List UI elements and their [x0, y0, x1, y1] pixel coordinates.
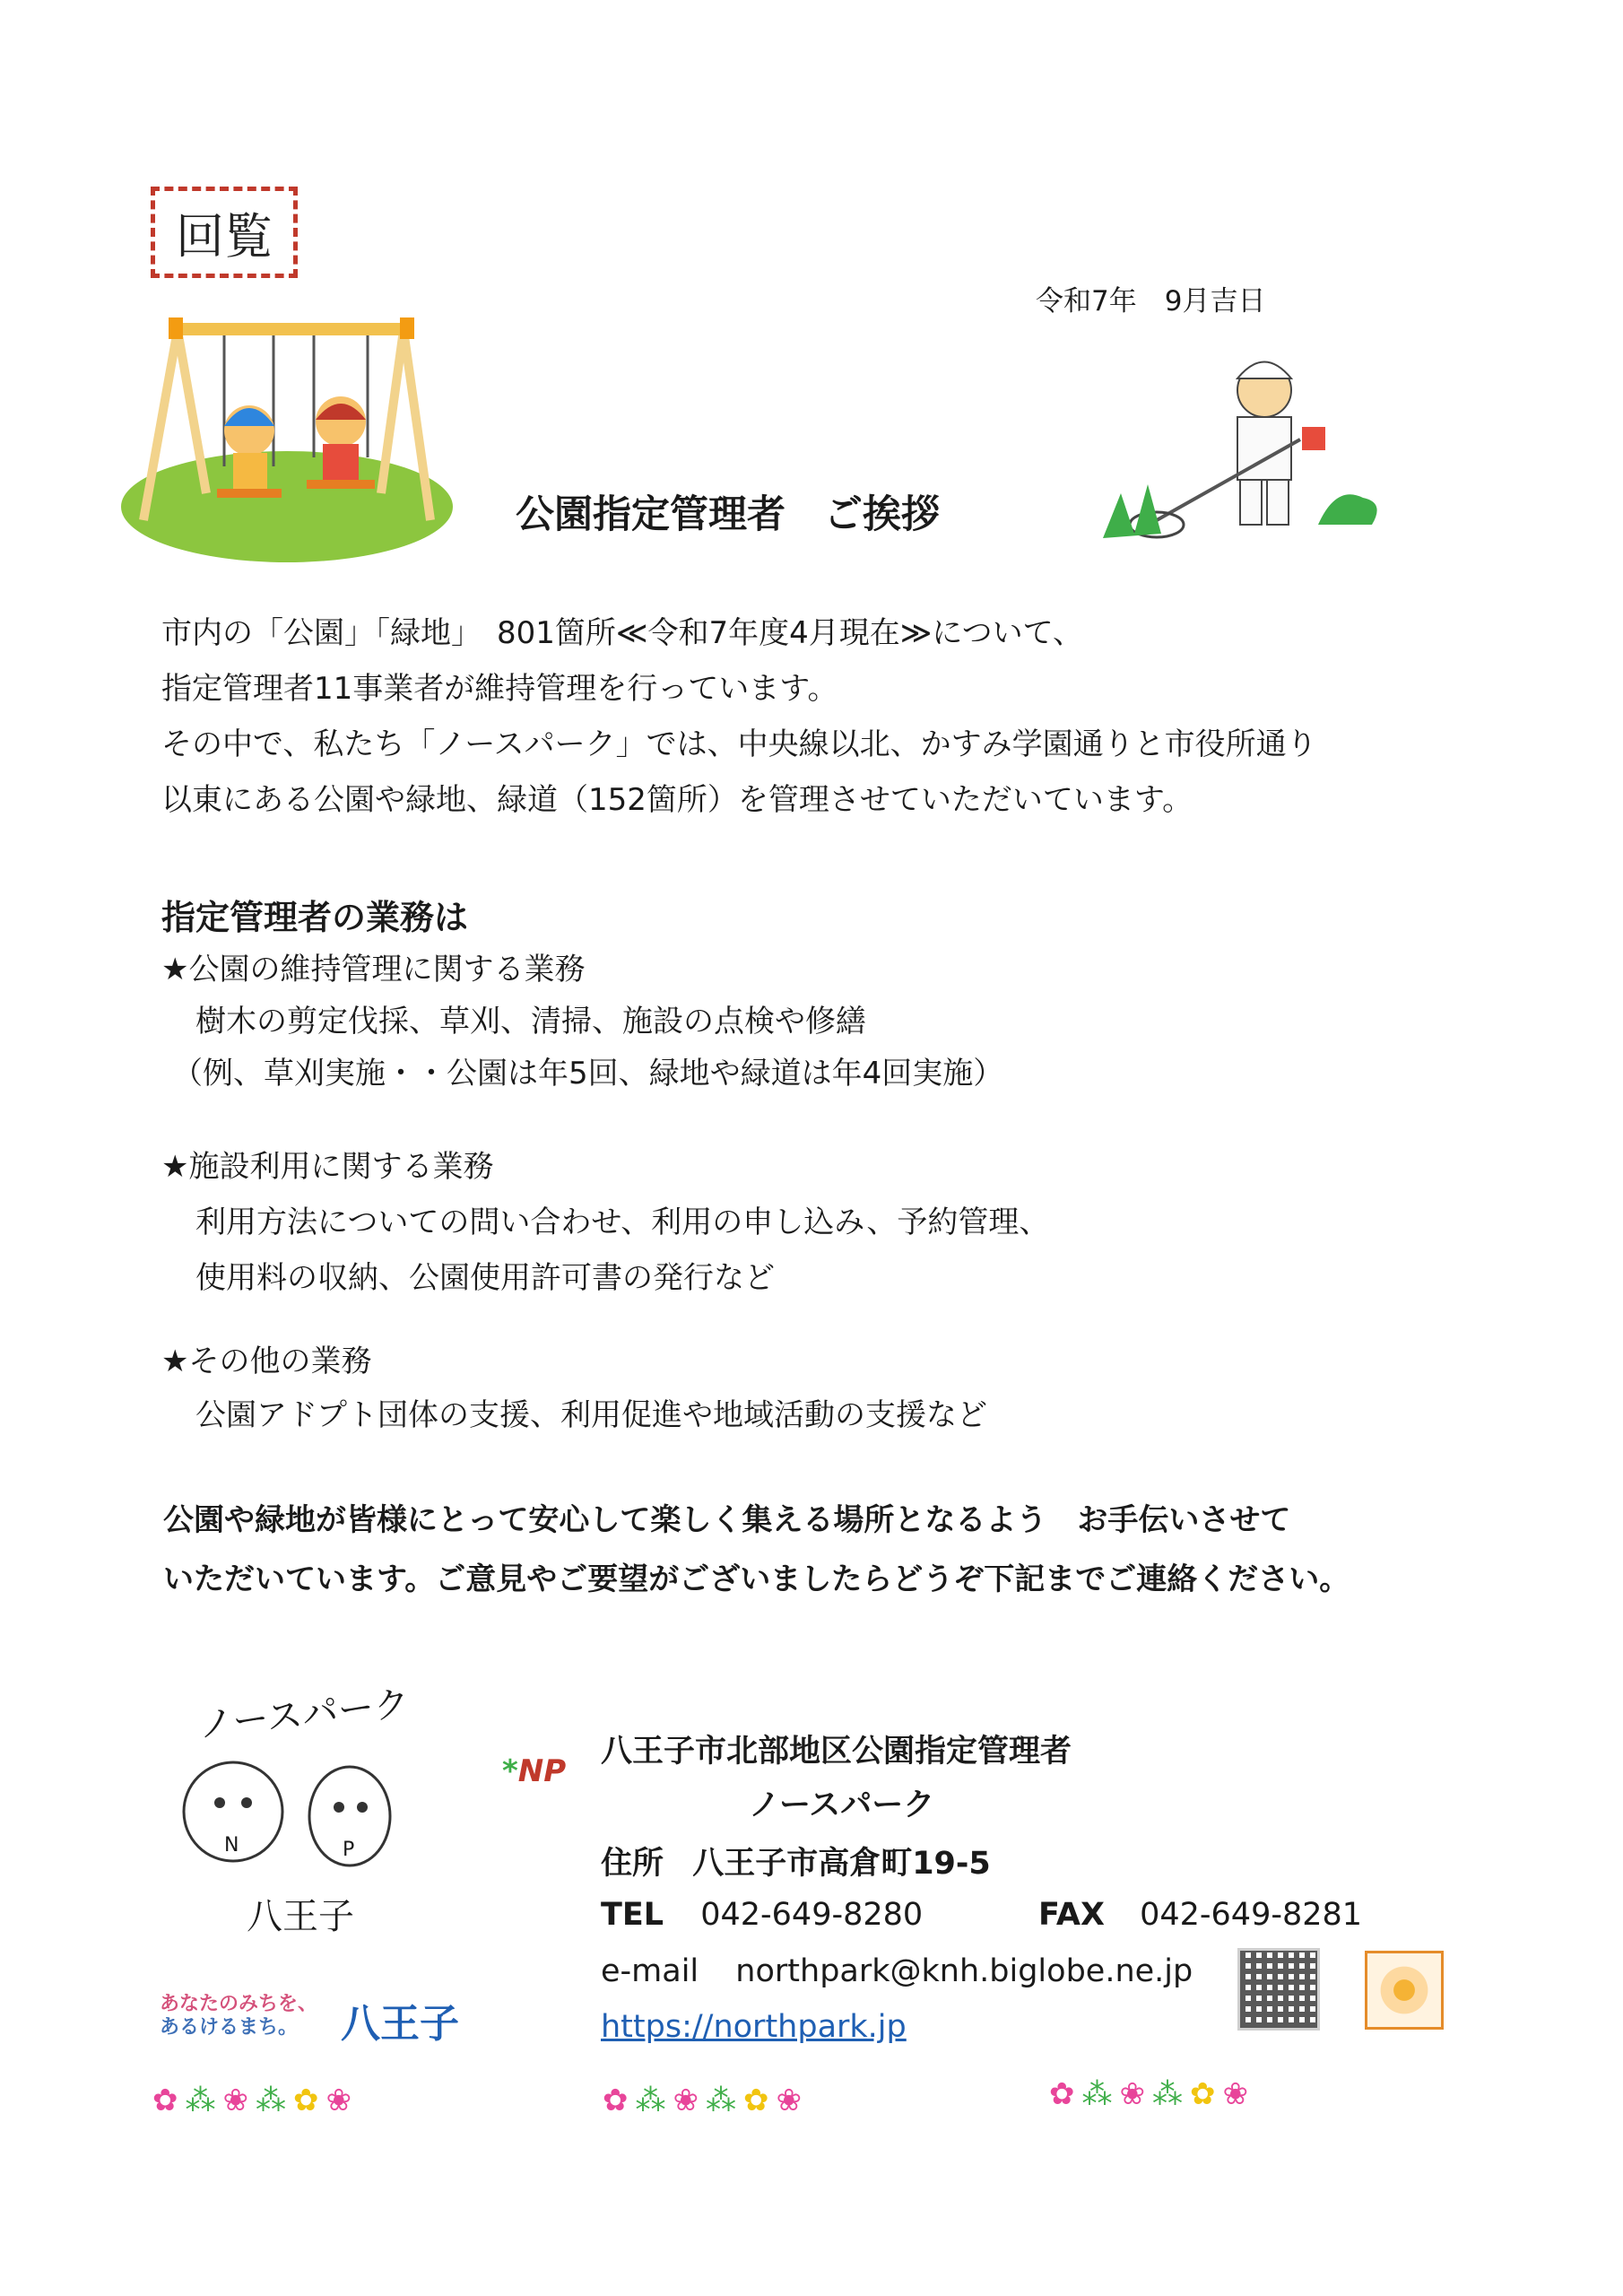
duty-line: 公園アドプト団体の支援、利用促進や地域活動の支援など: [195, 1397, 987, 1433]
sprout-icon: ⁂: [1081, 2076, 1120, 2112]
duty-line: （例、草刈実施・・公園は年5回、緑地や緑道は年4回実施）: [172, 1056, 1004, 1091]
email-label: e-mail: [601, 1953, 699, 1989]
star-mark-icon: *: [502, 1753, 518, 1789]
flower-icon: ❀: [222, 2083, 256, 2118]
logo-letter-n: N: [224, 1834, 239, 1857]
duty-section-maintenance: [161, 944, 1003, 1100]
address-value: 八王子市高倉町19-5: [692, 1846, 991, 1882]
document-date: 令和7年 9月吉日: [1036, 285, 1266, 317]
closing-line: いただいています。ご意見やご要望がございましたらどうぞ下記までご連絡ください。: [163, 1561, 1350, 1597]
flower-icon: ✿: [743, 2083, 777, 2118]
circulation-stamp: [151, 187, 298, 278]
duty-section-other: [161, 1335, 987, 1442]
logo-letter-p: P: [343, 1839, 355, 1861]
duty-line: 樹木の剪定伐採、草刈、清掃、施設の点検や修繕: [195, 1004, 866, 1039]
duties-heading: 指定管理者の業務は: [161, 898, 469, 937]
flower-icon: ✿: [603, 2083, 636, 2118]
flower-icon: ❀: [1119, 2076, 1152, 2112]
intro-paragraph: [161, 605, 1317, 828]
swing-illustration: [108, 305, 466, 574]
intro-line: 指定管理者11事業者が維持管理を行っています。: [161, 671, 838, 707]
sprout-icon: ⁂: [1152, 2076, 1190, 2112]
page-title: 公園指定管理者 ご挨拶: [516, 492, 940, 537]
flower-decoration-right: [1049, 2076, 1255, 2112]
intro-line: その中で、私たち「ノースパーク」では、中央線以北、かすみ学園通りと市役所通り: [161, 726, 1317, 762]
sprout-icon: ⁂: [635, 2083, 673, 2118]
intro-line: 市内の「公園」「緑地」 801箇所≪令和7年度4月現在≫について、: [161, 615, 1083, 651]
fax-row: [1038, 1897, 1362, 1933]
duty-line: 使用料の収納、公園使用許可書の発行など: [195, 1260, 775, 1296]
flower-icon: ❀: [673, 2083, 706, 2118]
fax-label: FAX: [1038, 1897, 1105, 1933]
duty-title: ★公園の維持管理に関する業務: [161, 952, 586, 987]
fax-value: 042-649-8281: [1140, 1897, 1363, 1933]
closing-paragraph: [163, 1491, 1350, 1609]
city-tagline-line1: あなたのみちを、: [160, 1993, 318, 2015]
address-label: 住所: [601, 1846, 664, 1882]
northpark-logo: [161, 1683, 457, 1946]
logo-bottom-text: 八王子: [247, 1896, 354, 1937]
website-link[interactable]: https://northpark.jp: [601, 2009, 907, 2045]
np-mark-text: NP: [517, 1753, 567, 1789]
tel-row: [601, 1897, 923, 1933]
instagram-qr-code-icon: [1365, 1951, 1444, 2030]
logo-arc-text: ノースパーク: [195, 1683, 412, 1747]
tel-value: 042-649-8280: [700, 1897, 924, 1933]
closing-line: 公園や緑地が皆様にとって安心して楽しく集える場所となるよう お手伝いさせて: [163, 1502, 1291, 1538]
flower-decoration-left: [152, 2083, 359, 2118]
logo-characters: [161, 1740, 430, 1892]
contact-name: ノースパーク: [749, 1787, 935, 1823]
intro-line: 以東にある公園や緑地、緑道（152箇所）を管理させていただいています。: [161, 782, 1193, 818]
qr-code-icon: [1237, 1948, 1320, 2031]
flower-decoration-center: [603, 2083, 809, 2118]
grass-cutter-worker-illustration: [1094, 341, 1390, 556]
flower-icon: ✿: [1049, 2076, 1082, 2112]
flower-icon: ✿: [293, 2083, 326, 2118]
sprout-icon: ⁂: [185, 2083, 223, 2118]
duty-title: ★その他の業務: [161, 1344, 372, 1379]
email-link[interactable]: northpark@knh.biglobe.ne.jp: [735, 1953, 1193, 1989]
tel-label: TEL: [601, 1897, 664, 1933]
city-tagline-line2: あるけるまち。: [160, 2016, 299, 2039]
flower-icon: ✿: [152, 2083, 186, 2118]
address-row: [601, 1839, 991, 1883]
flower-icon: ❀: [325, 2083, 359, 2118]
flower-icon: ❀: [776, 2083, 809, 2118]
flower-icon: ❀: [1222, 2076, 1255, 2112]
sprout-icon: ⁂: [706, 2083, 743, 2118]
np-mark: [502, 1753, 566, 1789]
sprout-icon: ⁂: [256, 2083, 293, 2118]
duty-line: 利用方法についての問い合わせ、利用の申し込み、予約管理、: [195, 1205, 1050, 1240]
stamp-text: 回覧: [176, 207, 273, 265]
contact-org: 八王子市北部地区公園指定管理者: [601, 1734, 1072, 1770]
email-row: [601, 1953, 1193, 1989]
flower-icon: ✿: [1190, 2076, 1223, 2112]
duty-section-facility-use: [161, 1139, 1049, 1306]
city-logo-text: 八王子: [341, 2001, 459, 2047]
city-banner: [160, 1993, 317, 2039]
duty-title: ★施設利用に関する業務: [161, 1149, 494, 1185]
